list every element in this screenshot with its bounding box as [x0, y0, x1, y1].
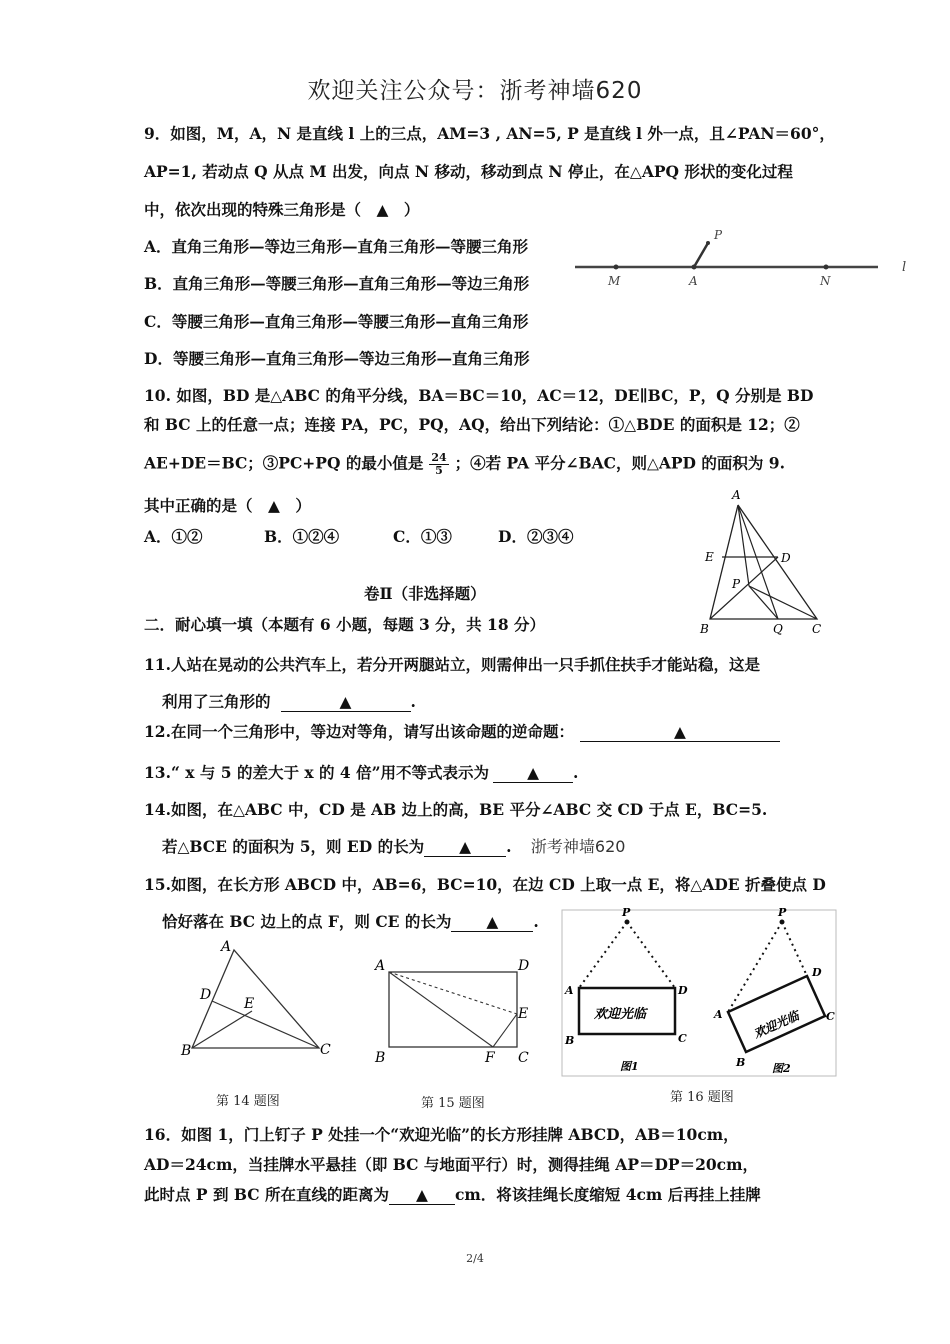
- section-heading: 二．耐心填一填（本题有 6 小题，每题 3 分，共 18 分）: [144, 615, 546, 634]
- label-d: D: [781, 551, 791, 565]
- q14-period: .: [506, 837, 512, 856]
- label-e: E: [518, 1006, 529, 1022]
- segment-af: [389, 972, 493, 1047]
- fraction-numerator: 24: [431, 451, 447, 464]
- q11-line1: 11.人站在晃动的公共汽车上，若分开两腿站立，则需伸出一只手抓住扶手才能站稳，这是: [144, 655, 760, 674]
- q9-line3: 中，依次出现的特殊三角形是（ ▲ ）: [144, 200, 420, 219]
- label-f: F: [485, 1050, 495, 1066]
- q13-line: [144, 763, 578, 783]
- q16-line3-text: 此时点 P 到 BC 所在直线的距离为: [144, 1185, 389, 1204]
- label-m: M: [608, 274, 621, 288]
- segment-bd: [710, 557, 778, 619]
- q9-line1: 9．如图，M，A，N 是直线 l 上的三点，AM=3 , AN=5, P 是直线 l 外一点，且∠PAN＝60°，: [144, 124, 835, 143]
- fig2-label-c: C: [826, 1010, 835, 1023]
- label-b: B: [181, 1043, 192, 1059]
- label-q: Q: [773, 622, 783, 636]
- label-p: P: [714, 228, 723, 242]
- q12-line: [144, 722, 780, 742]
- q14-answer-blank[interactable]: ▲: [424, 838, 506, 857]
- point-m: [614, 265, 619, 270]
- figure-15-caption: 第 15 题图: [421, 1096, 485, 1111]
- q9-option-d: D．等腰三角形—直角三角形—等边三角形—直角三角形: [144, 349, 530, 368]
- fig2-label-p: P: [778, 906, 787, 919]
- fig1-label: 图1: [620, 1060, 639, 1073]
- label-c: C: [518, 1050, 529, 1066]
- label-a: A: [221, 939, 232, 955]
- q10-option-c: C．①③: [393, 527, 452, 546]
- fig1-label-p: P: [622, 906, 631, 919]
- segment-ap: [694, 243, 708, 267]
- figure-15: [372, 952, 542, 1067]
- q16-answer-blank[interactable]: ▲: [389, 1186, 455, 1205]
- segment-ae: [389, 972, 517, 1014]
- q12-text: 12.在同一个三角形中，等边对等角，请写出该命题的逆命题：: [144, 722, 574, 741]
- q10-line1: 10. 如图，BD 是△ABC 的角平分线，BA＝BC＝10，AC＝12，DE∥BC，P，Q 分别是 BD: [144, 386, 814, 405]
- rectangle-abcd: [389, 972, 517, 1047]
- segment-ap: [738, 505, 749, 586]
- label-b: B: [375, 1050, 386, 1066]
- q14-line2-text: 若△BCE 的面积为 5，则 ED 的长为: [162, 837, 425, 856]
- q14-line1: 14.如图，在△ABC 中，CD 是 AB 边上的高，BE 平分∠ABC 交 CD 于点 E，BC=5.: [144, 800, 768, 819]
- figure-16-border: [562, 910, 836, 1076]
- q9-option-b: B．直角三角形—等腰三角形—直角三角形—等边三角形: [144, 274, 530, 293]
- q12-answer-blank[interactable]: ▲: [580, 723, 780, 742]
- segment-be: [192, 1011, 252, 1048]
- q15-line2-text: 恰好落在 BC 边上的点 F，则 CE 的长为: [162, 912, 452, 931]
- label-l: l: [902, 260, 907, 275]
- label-b: B: [700, 622, 709, 636]
- q13-answer-blank[interactable]: ▲: [493, 764, 573, 783]
- segment-pc: [749, 586, 817, 619]
- q11-answer-blank[interactable]: ▲: [281, 693, 411, 712]
- fig2-label: 图2: [772, 1062, 791, 1075]
- segment-fe: [493, 1014, 517, 1047]
- q10-option-b: B．①②④: [264, 527, 340, 546]
- label-n: N: [820, 274, 831, 288]
- fig1-label-d: D: [678, 984, 688, 997]
- q9-figure: [570, 225, 910, 295]
- fig1-label-b: B: [565, 1034, 575, 1047]
- q10-option-d: D．②③④: [498, 527, 574, 546]
- label-d: D: [200, 987, 212, 1003]
- label-e: E: [705, 550, 714, 564]
- label-a: A: [375, 958, 386, 974]
- segment-cd: [212, 1001, 319, 1048]
- watermark-text: 浙考神墙620: [530, 837, 626, 856]
- fig1-label-c: C: [678, 1032, 687, 1045]
- fig1-rope-dp: [627, 922, 675, 988]
- q16-line2: AD＝24cm，当挂牌水平悬挂（即 BC 与地面平行）时，测得挂绳 AP＝DP＝20cm，: [144, 1155, 758, 1174]
- q15-answer-blank[interactable]: ▲: [451, 913, 533, 932]
- figure-16-caption: 第 16 题图: [670, 1090, 734, 1105]
- fig2-sign-text: 欢迎光临: [751, 1008, 802, 1041]
- point-n: [824, 265, 829, 270]
- q15-line2: [162, 912, 539, 932]
- fig2-rope-dp: [782, 922, 807, 976]
- fig2-label-a: A: [714, 1008, 723, 1021]
- q10-figure: [695, 485, 835, 640]
- fraction-24-5: [429, 452, 448, 477]
- point-p: [706, 241, 710, 245]
- q9-line2: AP=1, 若动点 Q 从点 M 出发，向点 N 移动，移动到点 N 停止，在△APQ 形状的变化过程: [144, 162, 793, 181]
- q13-period: .: [573, 763, 579, 782]
- q10-line2: 和 BC 上的任意一点；连接 PA，PC，PQ，AQ，给出下列结论：①△BDE 的面积是 12；②: [144, 415, 800, 434]
- q10-line3-end: ；④若 PA 平分∠BAC，则△APD 的面积为 9.: [454, 453, 785, 473]
- figure-16: [560, 908, 840, 1078]
- fig2-label-b: B: [736, 1056, 746, 1069]
- q9-option-a: A．直角三角形—等边三角形—直角三角形—等腰三角形: [144, 237, 529, 256]
- q10-line3: [144, 452, 785, 477]
- q15-period: .: [533, 912, 539, 931]
- fig2-label-d: D: [812, 966, 822, 979]
- q14-line2: [162, 837, 625, 857]
- q16-line3-end: cm．将该挂绳长度缩短 4cm 后再挂上挂牌: [454, 1185, 761, 1204]
- fig1-sign-text: 欢迎光临: [594, 1007, 647, 1022]
- q11-period: .: [410, 692, 416, 711]
- figure-14-caption: 第 14 题图: [216, 1094, 280, 1109]
- q16-line3: [144, 1185, 761, 1205]
- fraction-denominator: 5: [435, 464, 443, 477]
- fig2-sign-abcd: [728, 976, 825, 1052]
- segment-pq: [749, 586, 778, 619]
- q10-line4: 其中正确的是（ ▲ ）: [144, 496, 311, 515]
- q11-line2: [162, 692, 416, 712]
- label-a: A: [732, 488, 741, 502]
- q9-option-c: C．等腰三角形—直角三角形—等腰三角形—直角三角形: [144, 312, 529, 331]
- label-a: A: [689, 274, 698, 288]
- label-c: C: [812, 622, 822, 636]
- section-title: 卷Ⅱ（非选择题）: [364, 584, 486, 603]
- fig1-rope-ap: [579, 922, 627, 988]
- label-d: D: [518, 958, 530, 974]
- q15-line1: 15.如图，在长方形 ABCD 中，AB=6，BC=10，在边 CD 上取一点 E，将△ADE 折叠使点 D: [144, 875, 826, 894]
- q16-line1: 16．如图 1，门上钉子 P 处挂一个“欢迎光临”的长方形挂牌 ABCD，AB＝10cm，: [144, 1125, 739, 1144]
- page-header: 欢迎关注公众号：浙考神墙620: [307, 78, 643, 104]
- q11-line2-text: 利用了三角形的: [162, 692, 271, 711]
- q10-line3-start: AE+DE＝BC；③PC+PQ 的最小值是: [144, 453, 424, 473]
- q13-text: 13.“ x 与 5 的差大于 x 的 4 倍”用不等式表示为: [144, 763, 490, 782]
- fig1-label-a: A: [565, 984, 574, 997]
- page-number: 2/4: [466, 1252, 484, 1265]
- q10-option-a: A．①②: [144, 527, 203, 546]
- label-c: C: [320, 1042, 331, 1058]
- label-e: E: [244, 996, 255, 1012]
- figure-14: [175, 938, 345, 1063]
- label-p: P: [732, 577, 741, 591]
